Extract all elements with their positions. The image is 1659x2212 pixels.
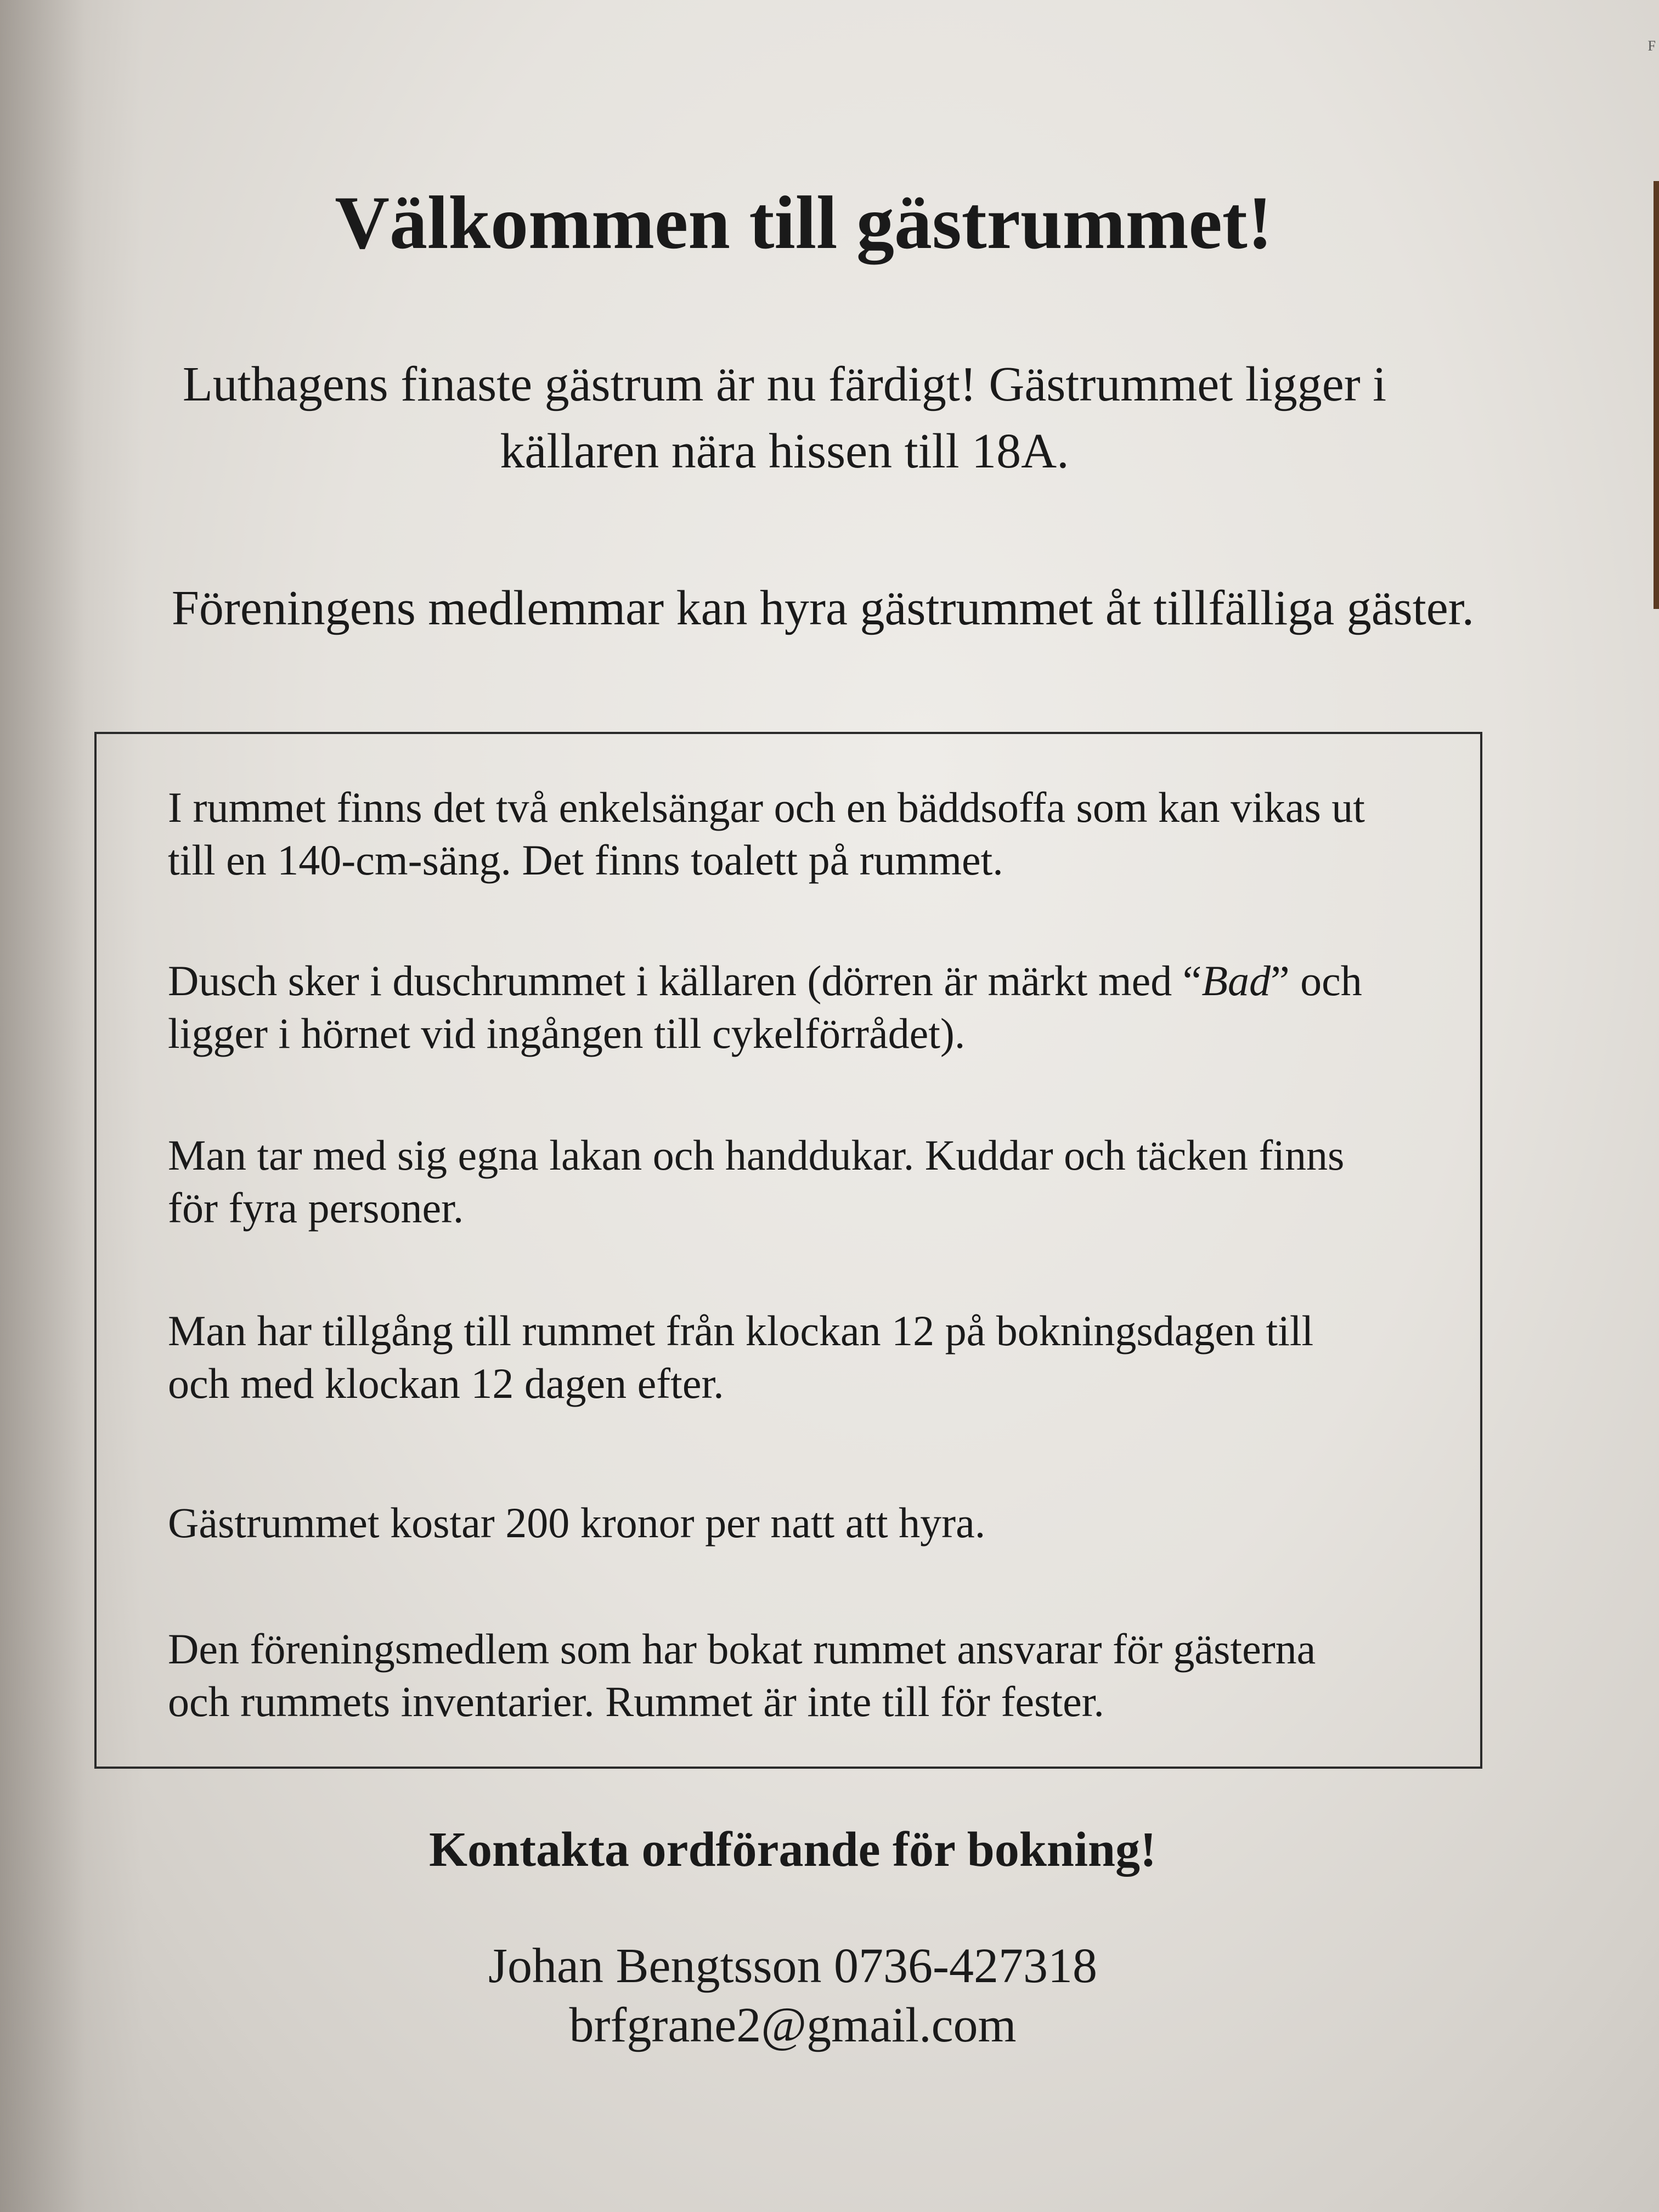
info-line: till en 140-cm-säng. Det finns toalett på rummet. bbox=[168, 836, 1003, 884]
info-line: och rummets inventarier. Rummet är inte till för fester. bbox=[168, 1677, 1104, 1725]
info-access-hours bbox=[168, 1305, 1419, 1410]
booking-call-to-action: Kontakta ordförande för bokning! bbox=[428, 1822, 1156, 1877]
intro-line-2: källaren nära hissen till 18A. bbox=[500, 424, 1069, 478]
info-line: Man tar med sig egna lakan och handdukar. Kuddar och täcken finns bbox=[168, 1131, 1345, 1179]
info-text: ” och bbox=[1271, 957, 1362, 1005]
intro-paragraph bbox=[132, 351, 1437, 484]
info-line: för fyra personer. bbox=[168, 1183, 464, 1232]
info-text: Dusch sker i duschrummet i källaren (dörren är märkt med “ bbox=[168, 957, 1202, 1005]
info-line bbox=[168, 955, 1419, 1007]
info-shower bbox=[168, 955, 1419, 1060]
info-box bbox=[94, 732, 1482, 1769]
info-line: ligger i hörnet vid ingången till cykelförrådet). bbox=[168, 1009, 966, 1057]
info-linens bbox=[168, 1129, 1419, 1234]
info-line: Man har tillgång till rummet från klockan 12 på bokningsdagen till bbox=[168, 1307, 1314, 1355]
corner-mark: F bbox=[1647, 38, 1656, 54]
background-edge bbox=[1654, 181, 1659, 609]
contact-block bbox=[0, 1937, 1585, 2055]
info-price bbox=[168, 1497, 1419, 1549]
intro-line-1: Luthagens finaste gästrum är nu färdigt! Gästrummet ligger i bbox=[182, 357, 1387, 411]
members-paragraph: Föreningens medlemmar kan hyra gästrummet åt tillfälliga gäster. bbox=[171, 581, 1475, 635]
info-line: och med klockan 12 dagen efter. bbox=[168, 1359, 724, 1407]
info-italic-bad: Bad bbox=[1201, 957, 1271, 1005]
info-line: Gästrummet kostar 200 kronor per natt att hyra. bbox=[168, 1499, 986, 1547]
info-responsibility bbox=[168, 1623, 1419, 1728]
contact-name-phone: Johan Bengtsson 0736-427318 bbox=[488, 1939, 1097, 1993]
info-line: I rummet finns det två enkelsängar och en bäddsoffa som kan vikas ut bbox=[168, 783, 1365, 831]
page-title: Välkommen till gästrummet! bbox=[335, 180, 1273, 264]
contact-email: brfgrane2@gmail.com bbox=[569, 1998, 1017, 2052]
info-rooms-beds bbox=[168, 781, 1419, 887]
info-line: Den föreningsmedlem som har bokat rummet ansvarar för gästerna bbox=[168, 1625, 1316, 1673]
